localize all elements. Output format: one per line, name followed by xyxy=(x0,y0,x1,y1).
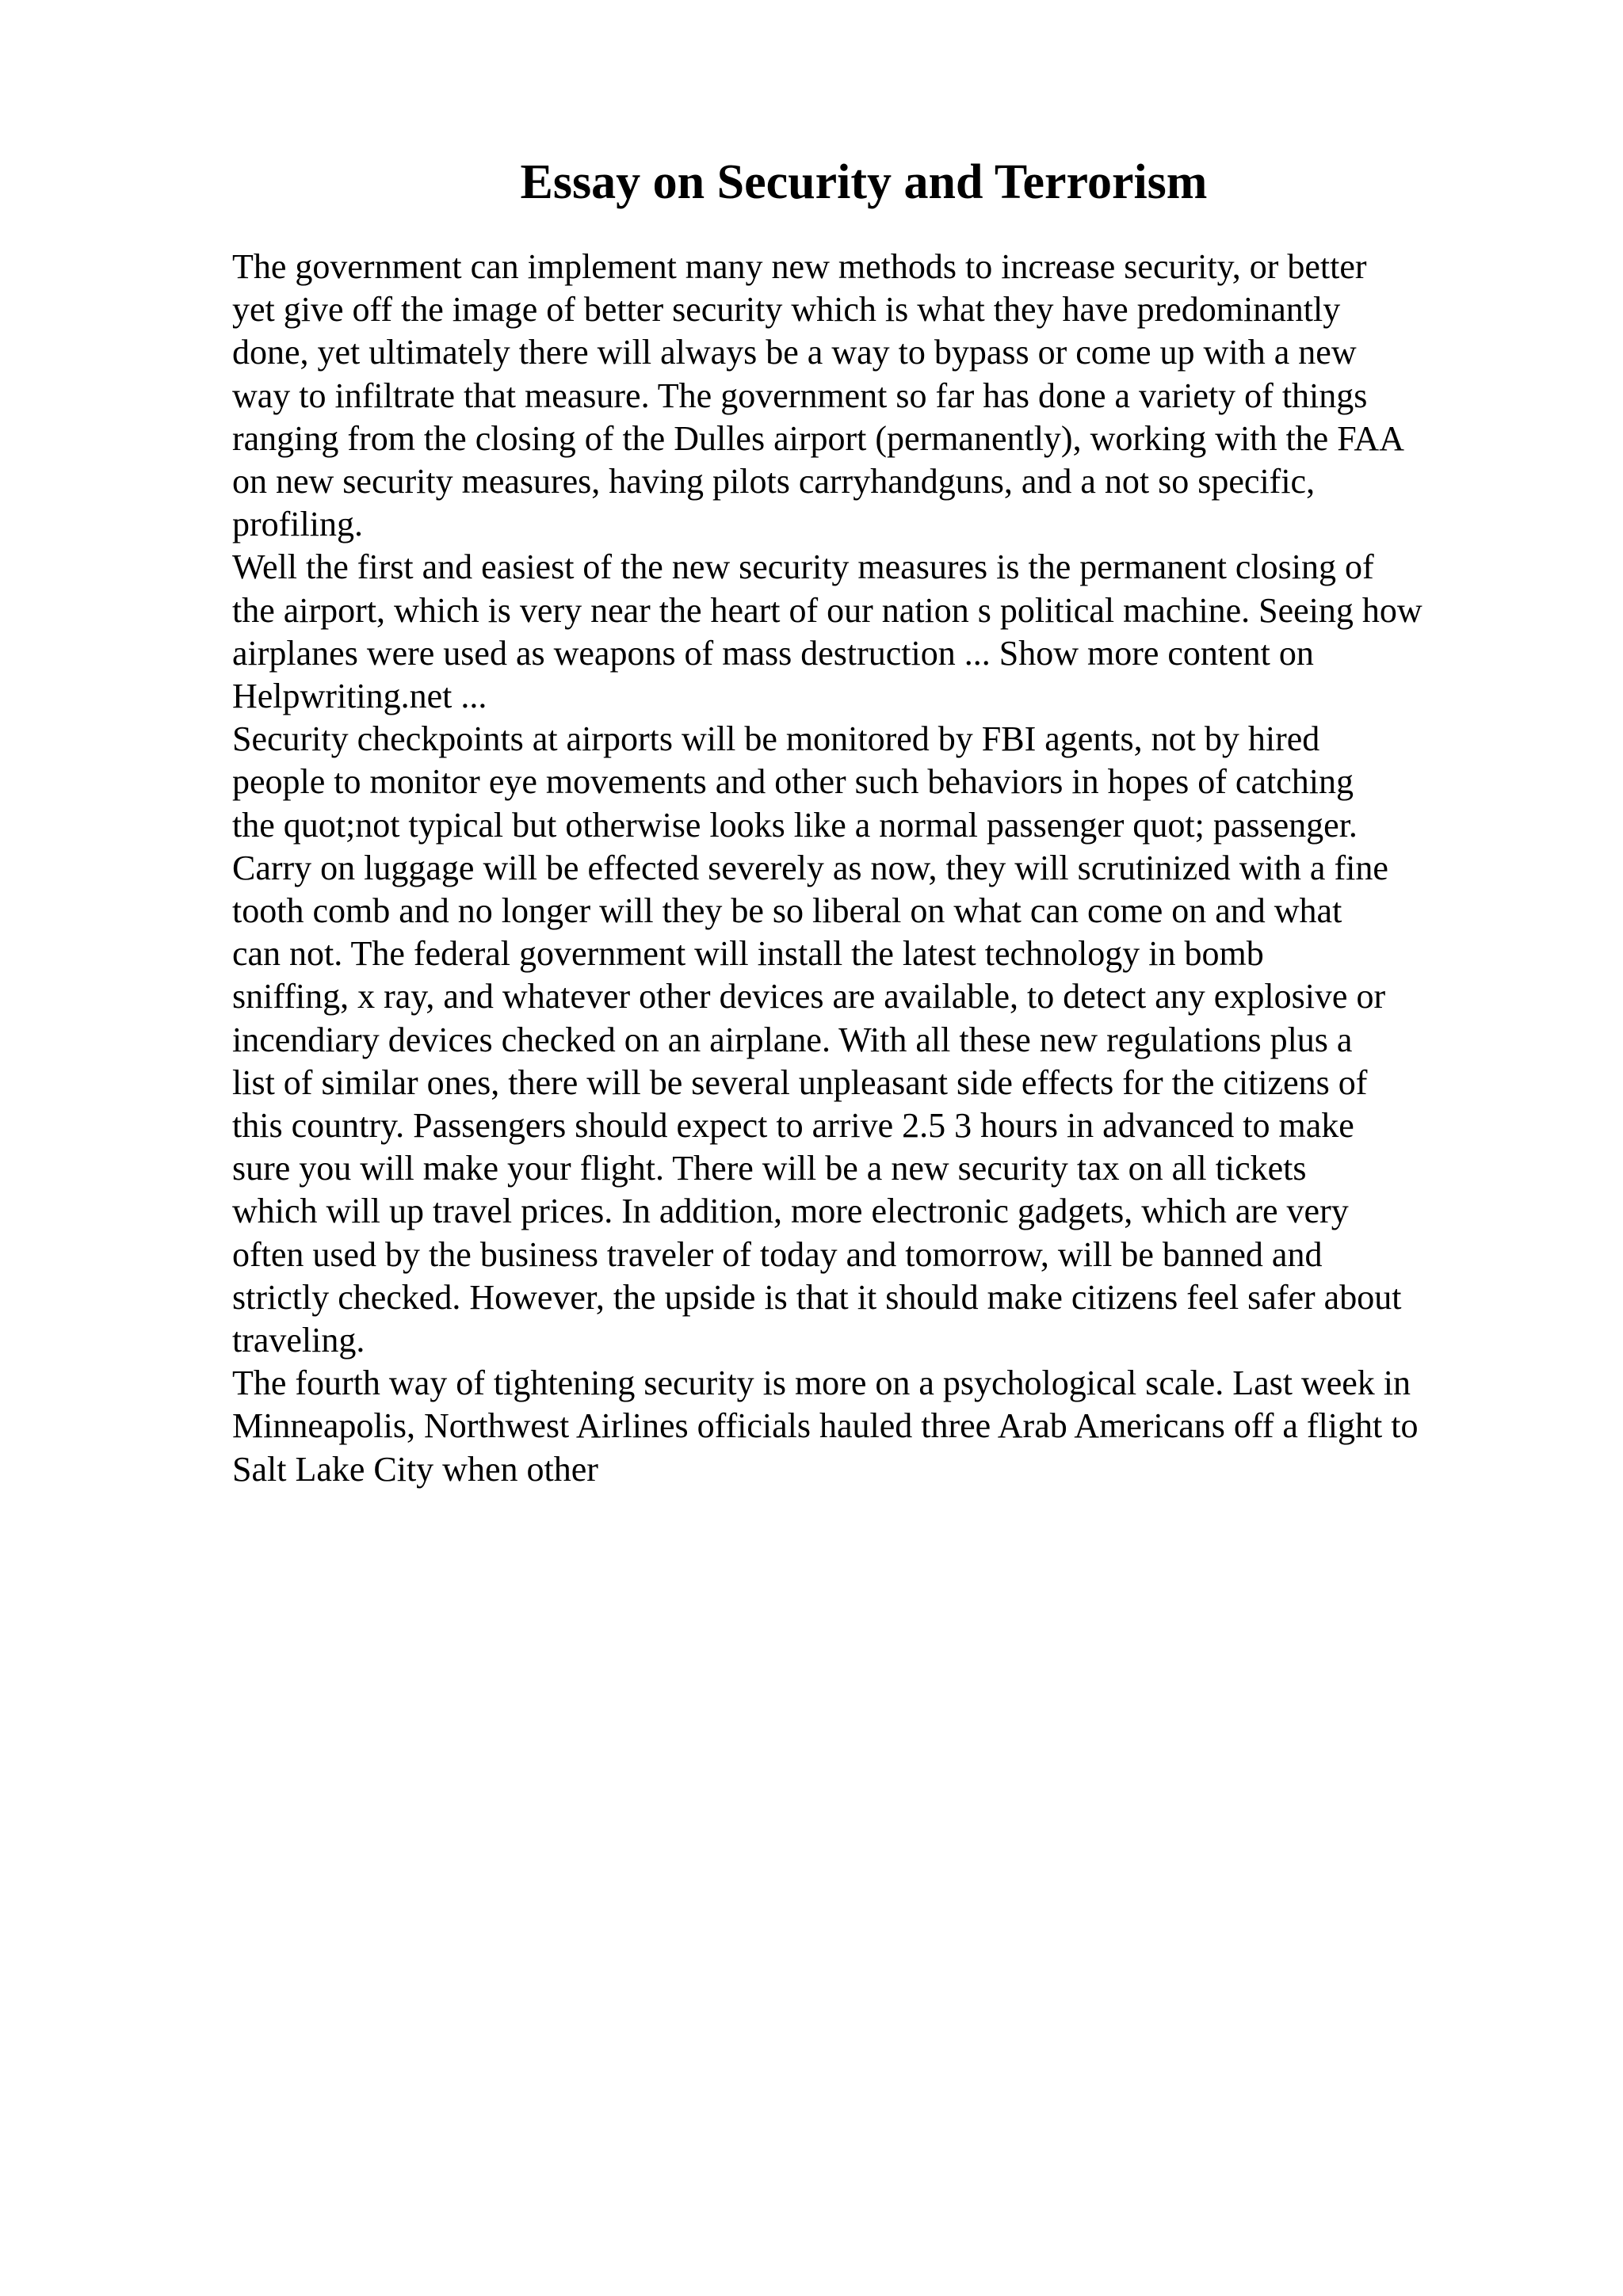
document-body xyxy=(232,246,1516,1491)
text-line: people to monitor eye movements and other such behaviors in hopes of catching xyxy=(232,762,1354,802)
text-line: this country. Passengers should expect to arrive 2.5 3 hours in advanced to make xyxy=(232,1106,1354,1146)
text-line: Security checkpoints at airports will be monitored by FBI agents, not by hired xyxy=(232,719,1320,759)
text-line: sure you will make your flight. There will be a new security tax on all tickets xyxy=(232,1149,1307,1188)
text-line: Well the first and easiest of the new security measures is the permanent closing of xyxy=(232,547,1374,587)
text-line: Minneapolis, Northwest Airlines officials hauled three Arab Americans off a flight to xyxy=(232,1406,1419,1446)
text-line: the airport, which is very near the heart of our nation s political machine. Seeing how xyxy=(232,590,1423,630)
text-line: sniffing, x ray, and whatever other devices are available, to detect any explosive or xyxy=(232,977,1386,1016)
text-line: list of similar ones, there will be several unpleasant side effects for the citizens of xyxy=(232,1062,1368,1102)
text-line: ranging from the closing of the Dulles airport (permanently), working with the FAA xyxy=(232,418,1404,458)
text-line: which will up travel prices. In addition, more electronic gadgets, which are very xyxy=(232,1192,1349,1231)
text-line: tooth comb and no longer will they be so liberal on what can come on and what xyxy=(232,891,1342,931)
text-line: traveling. xyxy=(232,1321,365,1360)
text-line: the quot;not typical but otherwise looks like a normal passenger quot; passenger. xyxy=(232,805,1358,845)
text-line: incendiary devices checked on an airplane. With all these new regulations plus a xyxy=(232,1020,1353,1059)
text-line: Carry on luggage will be effected severely as now, they will scrutinized with a fine xyxy=(232,848,1388,887)
text-line: airplanes were used as weapons of mass destruction ... Show more content on xyxy=(232,633,1314,673)
text-line: on new security measures, having pilots carryhandguns, and a not so specific, xyxy=(232,462,1316,502)
text-line: way to infiltrate that measure. The government so far has done a variety of things xyxy=(232,376,1368,415)
text-line: Helpwriting.net ... xyxy=(232,677,487,716)
document-title: Essay on Security and Terrorism xyxy=(520,155,1208,209)
text-line: yet give off the image of better security which is what they have predominantly xyxy=(232,290,1341,330)
text-line: done, yet ultimately there will always be a way to bypass or come up with a new xyxy=(232,333,1357,372)
text-line: can not. The federal government will install the latest technology in bomb xyxy=(232,934,1264,974)
text-line: often used by the business traveler of today and tomorrow, will be banned and xyxy=(232,1234,1323,1274)
text-line: strictly checked. However, the upside is that it should make citizens feel safer about xyxy=(232,1277,1402,1317)
text-line: The fourth way of tightening security is more on a psychological scale. Last week in xyxy=(232,1363,1411,1403)
text-line: Salt Lake City when other xyxy=(232,1449,598,1489)
text-line: profiling. xyxy=(232,505,363,544)
text-line: The government can implement many new methods to increase security, or better xyxy=(232,247,1367,286)
